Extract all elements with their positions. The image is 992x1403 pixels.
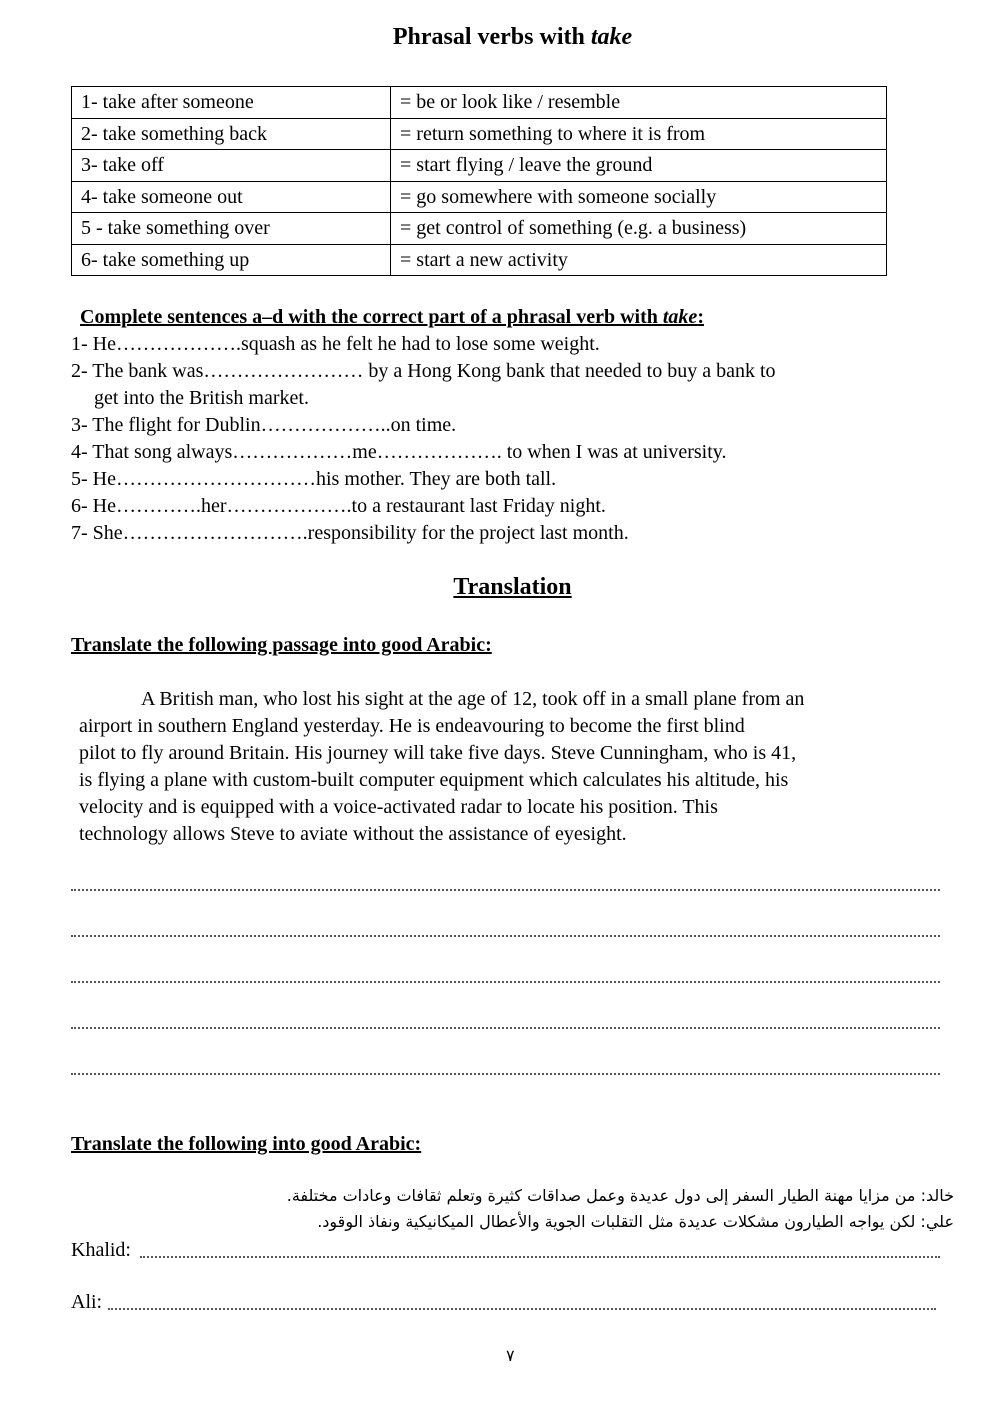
exercise-heading-italic: take	[662, 306, 698, 328]
answer-line[interactable]	[71, 1073, 940, 1075]
phrasal-verb-cell: 6- take something up	[72, 244, 391, 276]
passage-heading: Translate the following passage into good Arabic:	[71, 634, 492, 656]
title-italic: take	[590, 24, 633, 50]
exercise-heading-text: Complete sentences a–d with the correct part of a phrasal verb with	[80, 306, 663, 328]
phrasal-verb-cell: 1- take after someone	[72, 87, 391, 119]
translation-title: Translation	[453, 574, 572, 600]
page-title	[0, 24, 992, 51]
table-row	[72, 244, 887, 276]
khalid-answer-line[interactable]	[140, 1256, 940, 1258]
exercise-item: 2- The bank was…………………… by a Hong Kong bank that needed to buy a bank to	[71, 360, 776, 382]
exercise-item: 5- He…………………………his mother. They are both tall.	[71, 468, 557, 490]
answer-line[interactable]	[71, 889, 940, 891]
passage-line: A British man, who lost his sight at the age of 12, took off in a small plane from an	[141, 688, 805, 710]
meaning-cell: = be or look like / resemble	[391, 87, 887, 119]
table-row	[72, 181, 887, 213]
arabic-line-khalid: خالد: من مزايا مهنة الطيار السفر إلى دول عديدة وعمل صداقات كثيرة وتعلم ثقافات وعادات مختلفة.	[286, 1186, 954, 1205]
table-row	[72, 213, 887, 245]
phrasal-verb-cell: 5 - take something over	[72, 213, 391, 245]
passage-line: pilot to fly around Britain. His journey will take five days. Steve Cunningham, who is 41,	[79, 742, 797, 764]
exercise-heading	[80, 306, 704, 329]
title-text: Phrasal verbs with	[392, 24, 591, 50]
ali-label: Ali:	[71, 1291, 103, 1313]
passage-line: technology allows Steve to aviate without the assistance of eyesight.	[79, 823, 627, 845]
table-row	[72, 118, 887, 150]
exercise-item: 4- That song always………………me………………. to when I was at university.	[71, 441, 727, 463]
passage-line: airport in southern England yesterday. He is endeavouring to become the first blind	[79, 715, 745, 737]
exercise-heading-end: :	[697, 306, 704, 328]
exercise-item: 1- He……………….squash as he felt he had to lose some weight.	[71, 333, 600, 355]
table-row	[72, 87, 887, 119]
meaning-cell: = get control of something (e.g. a business)	[391, 213, 887, 245]
phrasal-verb-cell: 3- take off	[72, 150, 391, 182]
dialog-heading: Translate the following into good Arabic:	[71, 1133, 422, 1155]
answer-line[interactable]	[71, 981, 940, 983]
meaning-cell: = start a new activity	[391, 244, 887, 276]
phrasal-verb-cell: 2- take something back	[72, 118, 391, 150]
page-number: ٧	[506, 1346, 515, 1365]
answer-line[interactable]	[71, 935, 940, 937]
phrasal-verbs-table	[71, 86, 887, 276]
exercise-item: 7- She……………………….responsibility for the project last month.	[71, 522, 629, 544]
khalid-label: Khalid:	[71, 1239, 131, 1261]
passage-line: is flying a plane with custom-built computer equipment which calculates his altitude, his	[79, 769, 789, 791]
passage-line: velocity and is equipped with a voice-activated radar to locate his position. This	[79, 796, 718, 818]
arabic-line-ali: علي: لكن يواجه الطيارون مشكلات عديدة مثل التقلبات الجوية والأعطال الميكانيكية ونفاذ الوقود.	[317, 1212, 954, 1231]
exercise-item: 6- He………….her……………….to a restaurant last Friday night.	[71, 495, 606, 517]
meaning-cell: = go somewhere with someone socially	[391, 181, 887, 213]
phrasal-verb-cell: 4- take someone out	[72, 181, 391, 213]
meaning-cell: = return something to where it is from	[391, 118, 887, 150]
exercise-item: get into the British market.	[94, 387, 309, 409]
ali-answer-line[interactable]	[108, 1308, 936, 1310]
answer-line[interactable]	[71, 1027, 940, 1029]
meaning-cell: = start flying / leave the ground	[391, 150, 887, 182]
table-row	[72, 150, 887, 182]
exercise-item: 3- The flight for Dublin………………..on time.	[71, 414, 457, 436]
